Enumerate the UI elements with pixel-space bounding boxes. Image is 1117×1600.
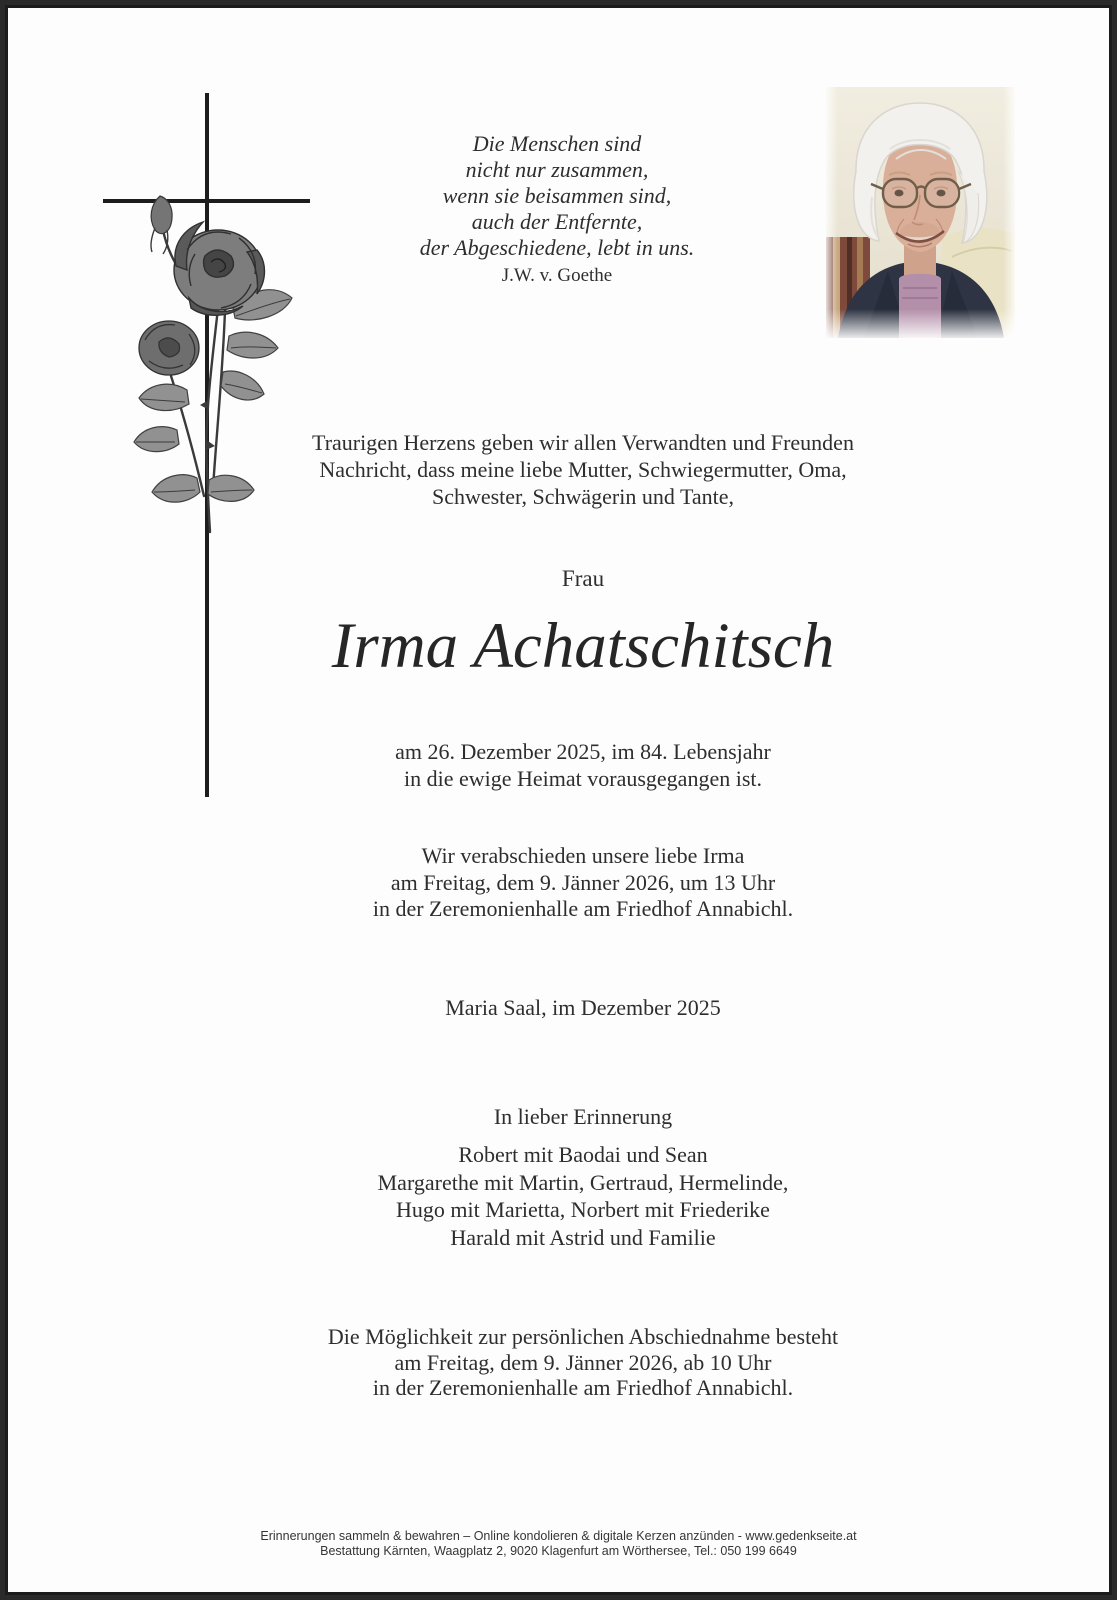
farewell-details (233, 843, 933, 923)
viewing-line: am Freitag, dem 9. Jänner 2026, ab 10 Uhr (394, 1349, 772, 1375)
death-notice (233, 739, 933, 792)
viewing-info (233, 1324, 933, 1401)
announcement-line: Nachricht, dass meine liebe Mutter, Schwiegermutter, Oma, (319, 457, 847, 482)
mourners-line: Margarethe mit Martin, Gertraud, Hermelinde, (377, 1169, 789, 1195)
footer-memorial-line: Erinnerungen sammeln & bewahren – Online kondolieren & digitale Kerzen anzünden - www.gedenkseite.at (260, 1529, 857, 1543)
footer-contact-line: Bestattung Kärnten, Waagplatz 2, 9020 Klagenfurt am Wörthersee, Tel.: 050 199 6649 (320, 1543, 797, 1558)
viewing-line: Die Möglichkeit zur persönlichen Abschiednahme besteht (327, 1324, 839, 1349)
announcement-line: Traurigen Herzens geben wir allen Verwandten und Freunden (312, 430, 854, 455)
announcement-line: Schwester, Schwägerin und Tante, (431, 484, 735, 509)
poem-line: wenn sie beisammen sind, (442, 183, 672, 208)
mourners-line: Hugo mit Marietta, Norbert mit Friederike (396, 1197, 770, 1222)
poem-line: nicht nur zusammen, (465, 157, 649, 182)
poem-line: der Abgeschiedene, lebt in uns. (419, 235, 695, 260)
mourners-line: Harald mit Astrid und Familie (450, 1224, 716, 1250)
farewell-line: in der Zeremonienhalle am Friedhof Annabichl. (372, 896, 794, 921)
poem-quote (300, 131, 814, 289)
poem-attribution: J.W. v. Goethe (501, 265, 613, 286)
place-dateline: Maria Saal, im Dezember 2025 (445, 995, 721, 1020)
viewing-line: in der Zeremonienhalle am Friedhof Annabichl. (372, 1375, 794, 1400)
funeral-home-footer (60, 1529, 1057, 1558)
poem-line: Die Menschen sind (472, 131, 642, 156)
mourners-line: Robert mit Baodai und Sean (458, 1142, 708, 1167)
farewell-line: Wir verabschieden unsere liebe Irma (421, 843, 745, 868)
announcement-text (233, 429, 933, 510)
poem-line: auch der Entfernte, (471, 209, 643, 234)
mourners-list (233, 1141, 933, 1251)
death-notice-line: am 26. Dezember 2025, im 84. Lebensjahr (395, 739, 771, 764)
portrait-of-deceased (826, 87, 1015, 338)
farewell-line: am Freitag, dem 9. Jänner 2026, um 13 Uhr (390, 869, 776, 895)
deceased-name: Irma Achatschitsch (331, 610, 835, 682)
death-notice-line: in die ewige Heimat vorausgegangen ist. (403, 765, 762, 791)
remembrance-heading: In lieber Erinnerung (493, 1104, 673, 1129)
salutation: Frau (561, 566, 605, 591)
